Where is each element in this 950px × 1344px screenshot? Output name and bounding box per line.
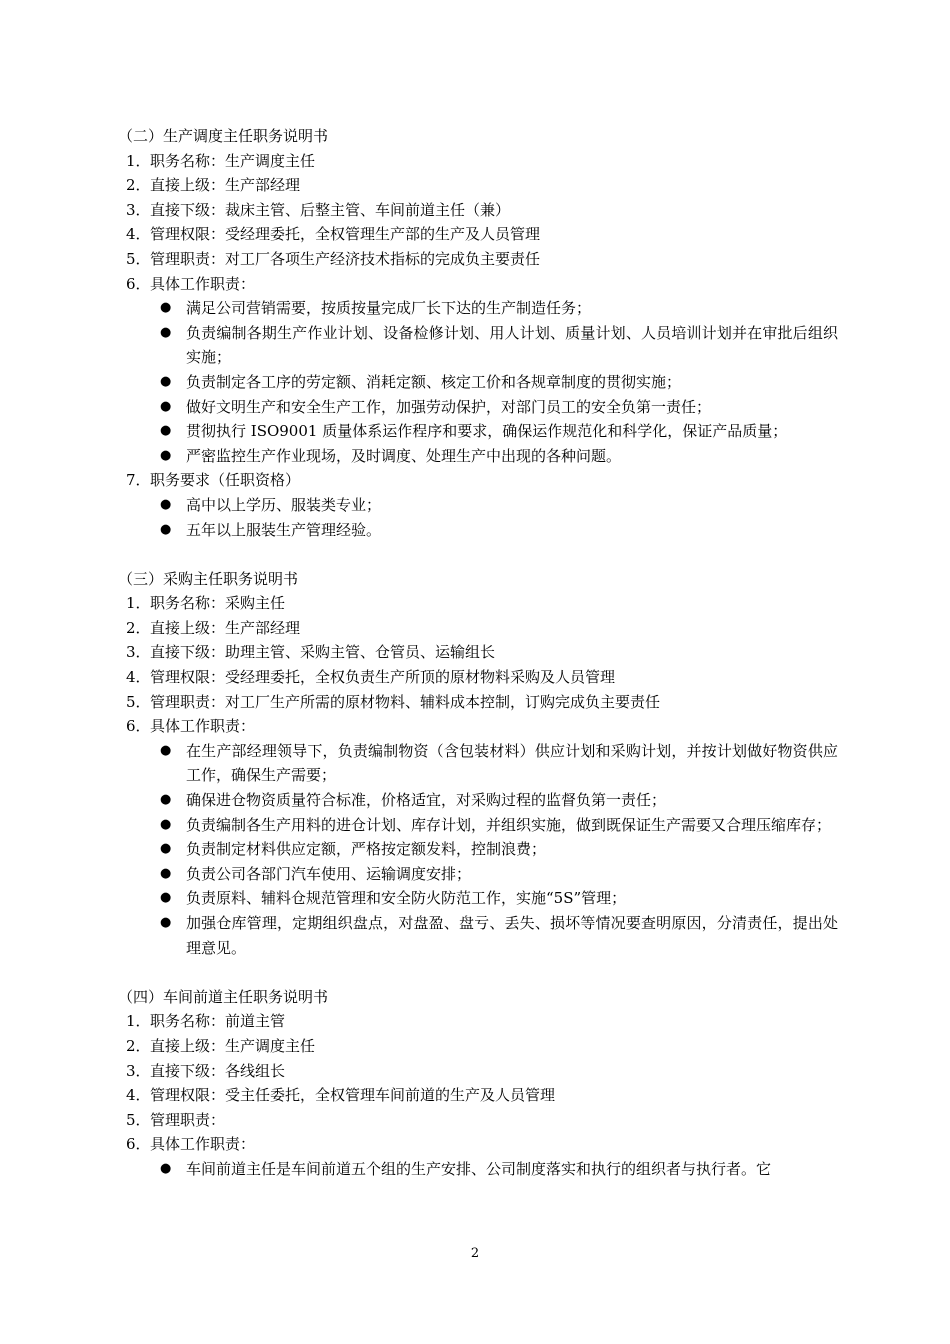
page-number: 2	[470, 1246, 480, 1261]
duty-bullet	[116, 837, 841, 862]
item-number: 5．	[126, 692, 151, 711]
duty-text: 负责公司各部门汽车使用、运输调度安排；	[186, 864, 472, 883]
item-number: 4．	[126, 668, 151, 687]
item-text: 直接下级：各线组长	[150, 1061, 286, 1080]
list-item	[116, 149, 841, 174]
item-text: 职务名称：生产调度主任	[150, 151, 316, 170]
bullet-icon: ●	[160, 890, 172, 906]
duty-bullet	[116, 395, 841, 420]
duty-text: 满足公司营销需要，按质按量完成厂长下达的生产制造任务；	[186, 299, 592, 318]
section-title: （四）车间前道主任职务说明书	[118, 987, 329, 1006]
bullet-icon: ●	[160, 398, 172, 414]
item-text: 具体工作职责：	[150, 717, 256, 736]
item-text: 管理权限：受主任委托，全权管理车间前道的生产及人员管理	[150, 1086, 556, 1105]
duty-text: 贯彻执行 ISO9001 质量体系运作程序和要求，确保运作规范化和科学化，保证产品质量；	[186, 422, 788, 441]
bullet-icon: ●	[160, 841, 172, 857]
item-text: 管理职责：对工厂各项生产经济技术指标的完成负主要责任	[150, 249, 541, 268]
list-item	[116, 247, 841, 272]
item-text: 直接上级：生产部经理	[150, 176, 301, 195]
duty-text: 负责原料、辅料仓规范管理和安全防火防范工作，实施“5S”管理；	[186, 889, 627, 908]
duty-bullet	[116, 862, 841, 887]
requirement-text: 五年以上服装生产管理经验。	[186, 520, 382, 539]
item-number: 3．	[126, 643, 151, 662]
list-item	[116, 714, 841, 739]
item-number: 1．	[126, 594, 151, 613]
item-text: 职务名称：前道主管	[150, 1012, 286, 1031]
item-number: 4．	[126, 1086, 151, 1105]
item-text: 具体工作职责：	[150, 274, 256, 293]
item-number: 6．	[126, 274, 151, 293]
item-text: 管理权限：受经理委托，全权负责生产所顶的原材物料采购及人员管理	[150, 668, 616, 687]
list-item	[116, 173, 841, 198]
list-item	[116, 198, 841, 223]
list-item	[116, 1132, 841, 1157]
duty-text: 负责编制各生产用料的进仓计划、库存计划，并组织实施，做到既保证生产需要又合理压缩库存；	[186, 815, 832, 834]
bullet-icon: ●	[160, 373, 172, 389]
duty-bullet	[116, 1157, 841, 1182]
item-number: 3．	[126, 1061, 151, 1080]
item-number: 2．	[126, 176, 151, 195]
bullet-icon: ●	[160, 447, 172, 463]
item-text: 管理权限：受经理委托，全权管理生产部的生产及人员管理	[150, 225, 541, 244]
item-number: 6．	[126, 717, 151, 736]
list-item	[116, 690, 841, 715]
bullet-icon: ●	[160, 324, 172, 340]
duty-text: 车间前道主任是车间前道五个组的生产安排、公司制度落实和执行的组织者与执行者。它	[186, 1159, 772, 1178]
bullet-icon: ●	[160, 915, 172, 930]
list-item	[116, 665, 841, 690]
duty-text: 负责制定各工序的劳定额、消耗定额、核定工价和各规章制度的贯彻实施；	[186, 372, 682, 391]
requirement-text: 高中以上学历、服装类专业；	[186, 495, 382, 514]
list-item	[116, 1059, 841, 1084]
list-item	[116, 468, 841, 493]
item-number: 1．	[126, 151, 151, 170]
item-number: 5．	[126, 1110, 151, 1129]
item-number: 5．	[126, 249, 151, 268]
bullet-icon: ●	[160, 816, 172, 832]
duty-bullet	[116, 321, 841, 370]
item-text: 直接上级：生产调度主任	[150, 1036, 316, 1055]
item-number: 2．	[126, 1036, 151, 1055]
item-text: 直接下级：助理主管、采购主管、仓管员、运输组长	[150, 643, 496, 662]
item-text: 直接上级：生产部经理	[150, 618, 301, 637]
section-spacer	[116, 960, 841, 985]
item-number: 6．	[126, 1135, 151, 1154]
list-item	[116, 1034, 841, 1059]
list-item	[116, 616, 841, 641]
duty-bullet	[116, 911, 841, 960]
item-text: 直接下级：裁床主管、后整主管、车间前道主任（兼）	[150, 200, 511, 219]
duty-text: 在生产部经理领导下，负责编制物资（含包装材料）供应计划和采购计划，并按计划做好物资供应工作，确保生产需要；	[186, 741, 838, 785]
duty-bullet	[116, 886, 841, 911]
item-text: 具体工作职责：	[150, 1135, 256, 1154]
item-text: 管理职责：	[150, 1110, 226, 1129]
requirement-bullet	[116, 493, 841, 518]
document-body	[116, 124, 841, 1182]
section-title: （二）生产调度主任职务说明书	[118, 127, 329, 145]
list-item	[116, 272, 841, 297]
duty-bullet	[116, 813, 841, 838]
bullet-icon: ●	[160, 865, 172, 881]
item-text: 职务要求（任职资格）	[150, 471, 301, 490]
duty-bullet	[116, 739, 841, 788]
item-number: 1．	[126, 1012, 151, 1031]
duty-text: 加强仓库管理，定期组织盘点，对盘盈、盘亏、丢失、损坏等情况要查明原因，分清责任，提出处理意见。	[186, 914, 838, 957]
list-item	[116, 1009, 841, 1034]
requirement-bullet	[116, 518, 841, 543]
duty-bullet	[116, 370, 841, 395]
item-number: 2．	[126, 618, 151, 637]
bullet-icon: ●	[160, 423, 172, 439]
item-number: 7．	[126, 471, 151, 490]
duty-bullet	[116, 444, 841, 469]
list-item	[116, 640, 841, 665]
duty-text: 负责编制各期生产作业计划、设备检修计划、用人计划、质量计划、人员培训计划并在审批后组织实施；	[186, 323, 838, 367]
bullet-icon: ●	[160, 742, 172, 758]
section-title: （三）采购主任职务说明书	[118, 569, 299, 588]
bullet-icon: ●	[160, 1160, 172, 1176]
item-number: 4．	[126, 225, 151, 244]
bullet-icon: ●	[160, 496, 172, 512]
duty-text: 严密监控生产作业现场，及时调度、处理生产中出现的各种问题。	[186, 446, 622, 465]
list-item	[116, 1083, 841, 1108]
duty-text: 做好文明生产和安全生产工作，加强劳动保护，对部门员工的安全负第一责任；	[186, 397, 712, 416]
list-item	[116, 1108, 841, 1133]
bullet-icon: ●	[160, 300, 172, 316]
item-text: 管理职责：对工厂生产所需的原材物料、辅料成本控制，订购完成负主要责任	[150, 692, 661, 711]
list-item	[116, 222, 841, 247]
item-number: 3．	[126, 200, 151, 219]
duty-text: 负责制定材料供应定额，严格按定额发料，控制浪费；	[186, 840, 547, 859]
bullet-icon: ●	[160, 521, 172, 537]
item-text: 职务名称：采购主任	[150, 594, 286, 613]
duty-bullet	[116, 788, 841, 813]
section-spacer	[116, 542, 841, 567]
bullet-icon: ●	[160, 792, 172, 808]
duty-text: 确保进仓物资质量符合标准，价格适宜，对采购过程的监督负第一责任；	[186, 791, 667, 810]
duty-bullet	[116, 296, 841, 321]
list-item	[116, 591, 841, 616]
duty-bullet	[116, 419, 841, 444]
